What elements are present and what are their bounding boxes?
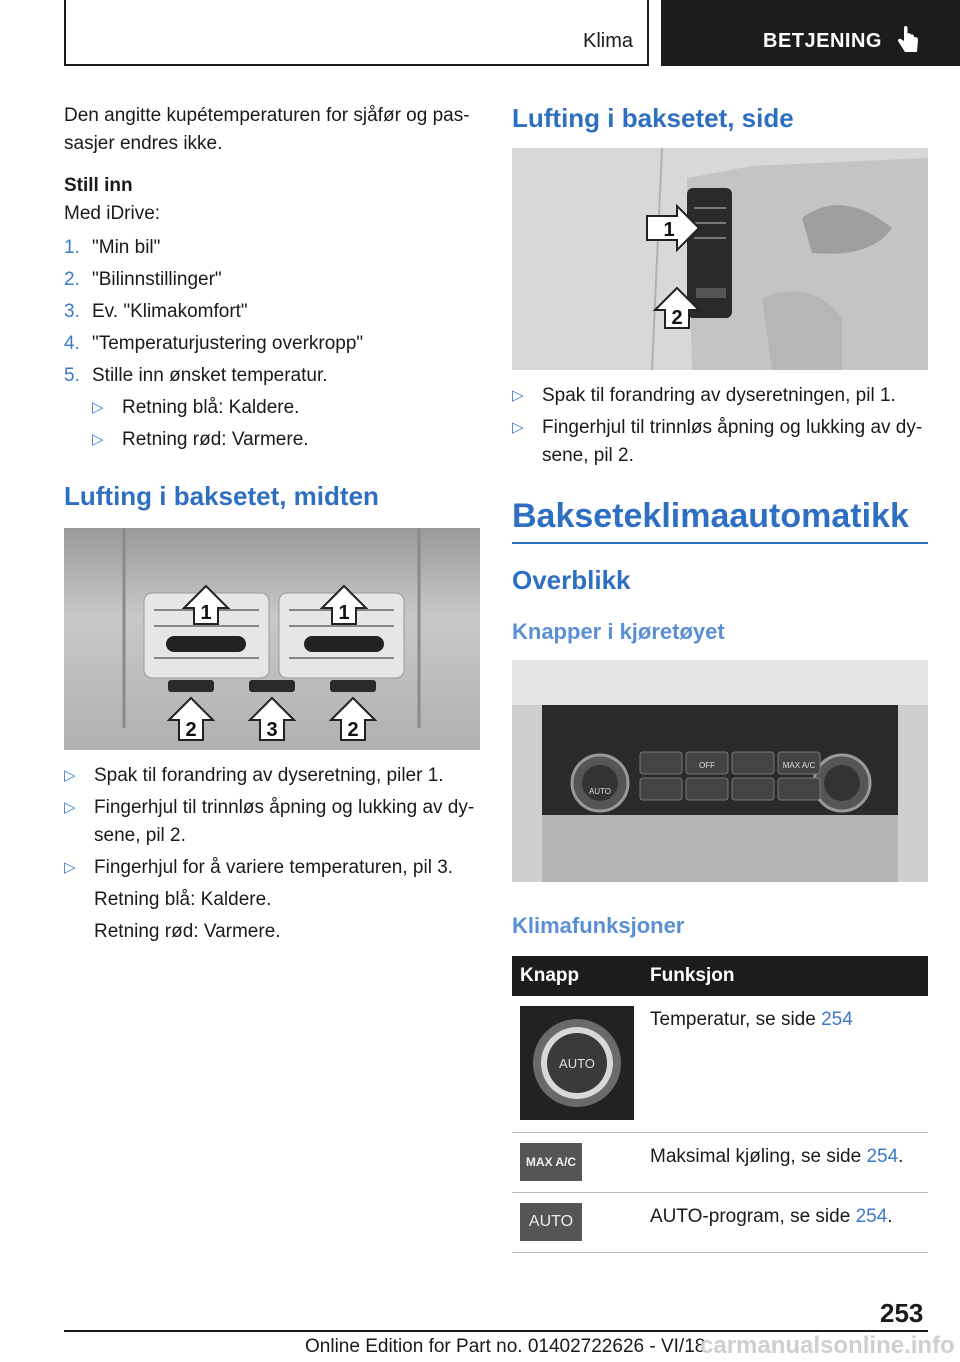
page-link[interactable]: 254 — [821, 1009, 853, 1030]
footer-edition: Online Edition for Part no. 01402722626 - VI/18 — [305, 1336, 706, 1357]
triangle-bullet-icon: ▷ — [92, 431, 104, 448]
arrow-label: 3 — [266, 719, 278, 741]
auto-dial-icon — [520, 1006, 634, 1120]
setup-steps — [64, 234, 480, 458]
svg-text:MAX A/C: MAX A/C — [782, 761, 816, 770]
function-cell: Maksimal kjøling, se side 254. — [642, 1132, 928, 1192]
triangle-bullet-icon: ▷ — [512, 419, 524, 436]
triangle-bullet-icon: ▷ — [64, 767, 76, 784]
climate-panel-image — [512, 660, 928, 882]
function-cell: Temperatur, se side 254 — [642, 996, 928, 1132]
page-link[interactable]: 254 — [866, 1145, 899, 1167]
triangle-bullet-icon: ▷ — [64, 799, 76, 816]
triangle-bullet-icon: ▷ — [64, 859, 76, 876]
bullet-item: ▷ Fingerhjul til trinnløs åpning og lukking av dysene, pil 2. — [512, 414, 928, 470]
function-cell: AUTO-program, se side 254. — [642, 1192, 928, 1252]
max-ac-button-icon: MAX A/C — [520, 1143, 582, 1181]
setup-heading: Still inn — [64, 175, 133, 196]
arrow-label: 2 — [347, 719, 359, 741]
step-item: 3. Ev. "Klimakomfort" — [64, 301, 248, 322]
table-row — [512, 1132, 928, 1192]
main-section-heading: Bakseteklimaautomatikk — [512, 496, 928, 544]
triangle-bullet-icon: ▷ — [92, 399, 104, 416]
step5-bullets — [92, 394, 480, 458]
functions-table — [512, 956, 928, 1253]
bullet-item: ▷ Fingerhjul til trinnløs åpning og lukking av dysene, pil 2. — [64, 794, 480, 850]
side-vent-heading: Lufting i baksetet, side — [512, 103, 794, 133]
step-item: 2. "Bilinnstillinger" — [64, 269, 222, 290]
footer-watermark: carmanualsonline.info — [700, 1332, 955, 1359]
step-item: 1. "Min bil" — [64, 237, 161, 258]
middle-vent-heading: Lufting i baksetet, midten — [64, 481, 379, 511]
col-header-button: Knapp — [512, 956, 642, 996]
middle-extra-line: Retning rød: Varmere. — [94, 921, 281, 942]
rear-side-vent-image — [512, 148, 928, 370]
header-chapter-tab — [661, 0, 960, 66]
left-column — [64, 102, 480, 946]
side-vent-bullets — [512, 382, 928, 470]
triangle-bullet-icon: ▷ — [512, 387, 524, 404]
bullet-item: ▷ Spak til forandring av dyseretning, piler 1. — [64, 762, 480, 790]
rear-center-vent-image — [64, 528, 480, 750]
svg-text:AUTO: AUTO — [588, 787, 612, 796]
hand-pointer-icon — [895, 26, 921, 54]
right-column — [512, 102, 928, 1253]
arrow-label: 1 — [338, 602, 350, 624]
table-row — [512, 1192, 928, 1252]
arrow-label: 1 — [663, 219, 675, 241]
page-link[interactable]: 254 — [855, 1205, 888, 1227]
arrow-label: 2 — [185, 719, 197, 741]
buttons-heading: Knapper i kjøretøyet — [512, 619, 725, 644]
header-section-title: Klima — [582, 30, 633, 52]
overview-heading: Overblikk — [512, 565, 631, 595]
middle-extra-line: Retning blå: Kaldere. — [94, 889, 272, 910]
svg-text:OFF: OFF — [699, 761, 715, 770]
svg-text:AUTO: AUTO — [559, 1056, 595, 1071]
arrow-label: 1 — [200, 602, 212, 624]
page-number: 253 — [880, 1298, 924, 1328]
step-item: 4. "Temperaturjustering overkropp" — [64, 333, 364, 354]
setup-lead: Med iDrive: — [64, 203, 161, 224]
bullet-item: ▷ Retning rød: Varmere. — [92, 426, 480, 454]
bullet-item: ▷ Spak til forandring av dyseretningen, pil 1. — [512, 382, 928, 410]
col-header-function: Funksjon — [642, 956, 928, 996]
intro-paragraph: Den angitte kupétemperaturen for sjåfør og passasjer endres ikke. — [64, 105, 470, 154]
functions-heading: Klimafunksjoner — [512, 913, 685, 938]
arrow-label: 2 — [671, 307, 683, 329]
header-section-box — [64, 0, 649, 66]
auto-button-icon: AUTO — [520, 1203, 582, 1241]
bullet-item: ▷ Retning blå: Kaldere. — [92, 394, 480, 422]
bullet-item: ▷ Fingerhjul for å variere temperaturen, pil 3. — [64, 854, 480, 882]
header-chapter-title: BETJENING — [763, 30, 882, 52]
table-row — [512, 996, 928, 1132]
step-item: 5. Stille inn ønsket temperatur. ▷ Retning blå: Kaldere. ▷ Retning rød: Varmere. — [64, 362, 480, 458]
middle-vent-bullets — [64, 762, 480, 882]
